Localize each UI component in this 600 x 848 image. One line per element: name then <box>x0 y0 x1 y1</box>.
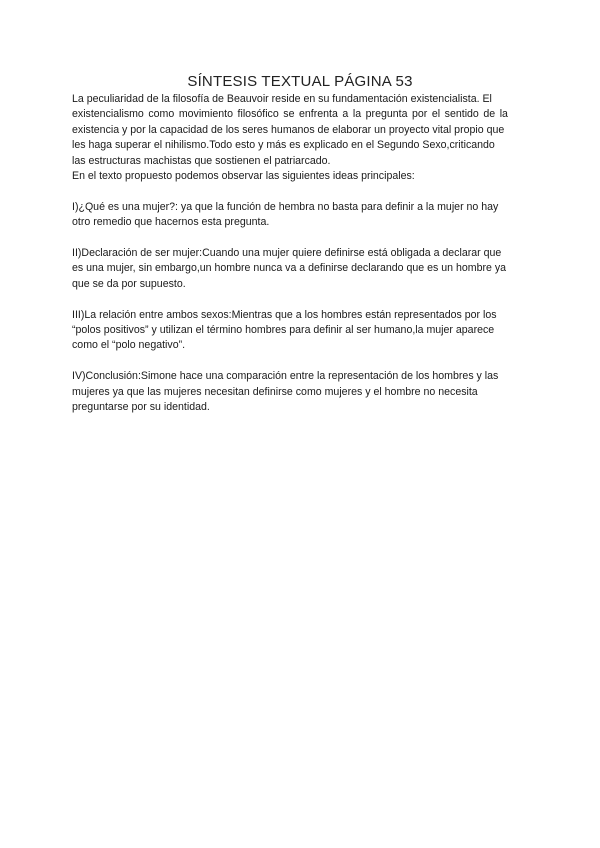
intro-line: En el texto propuesto podemos observar las siguientes ideas principales: <box>72 170 415 183</box>
intro-line: las estructuras machistas que sostienen el patriarcado. <box>72 154 331 167</box>
intro-line: les haga superar el nihilismo.Todo esto y más es explicado en el Segundo Sexo,criticando <box>72 139 495 152</box>
document-body <box>72 92 532 415</box>
idea-3-line: III)La relación entre ambos sexos:Mientras que a los hombres están representados por los <box>72 308 497 321</box>
idea-paragraph-2 <box>72 246 532 292</box>
paragraph-gap <box>72 354 532 369</box>
idea-3-line: como el “polo negativo”. <box>72 339 186 352</box>
idea-paragraph-4 <box>72 369 532 415</box>
idea-2-line: es una mujer, sin embargo,un hombre nunca va a definirse declarando que es un hombre ya <box>72 262 507 275</box>
paragraph-gap <box>72 292 532 307</box>
idea-2-line: II)Declaración de ser mujer:Cuando una mujer quiere definirse está obligada a declarar que <box>72 247 502 260</box>
intro-line: La peculiaridad de la filosofía de Beauvoir reside en su fundamentación existencialista. El <box>72 93 492 105</box>
page-title: SÍNTESIS TEXTUAL PÁGINA 53 <box>187 73 413 90</box>
idea-2-line: que se da por supuesto. <box>72 277 186 290</box>
idea-4-line: preguntarse por su identidad. <box>72 401 210 414</box>
intro-line: existencia y por la capacidad de los seres humanos de elaborar un proyecto vital propio que <box>72 123 505 136</box>
idea-paragraph-1 <box>72 200 532 231</box>
idea-1-line: otro remedio que hacernos esta pregunta. <box>72 216 270 229</box>
idea-3-line: “polos positivos” y utilizan el término hombres para definir al ser humano,la mujer aparece <box>72 324 495 337</box>
intro-paragraph <box>72 92 532 184</box>
idea-4-line: IV)Conclusión:Simone hace una comparación entre la representación de los hombres y las <box>72 370 499 383</box>
paragraph-gap <box>72 184 532 199</box>
paragraph-gap <box>72 231 532 246</box>
idea-paragraph-3 <box>72 308 532 354</box>
idea-1-line: I)¿Qué es una mujer?: ya que la función de hembra no basta para definir a la mujer no hay <box>72 200 499 213</box>
idea-4-line: mujeres ya que las mujeres necesitan definirse como mujeres y el hombre no necesita <box>72 385 478 398</box>
intro-line: existencialismo como movimiento filosófico se enfrenta a la pregunta por el sentido de la <box>72 108 508 121</box>
